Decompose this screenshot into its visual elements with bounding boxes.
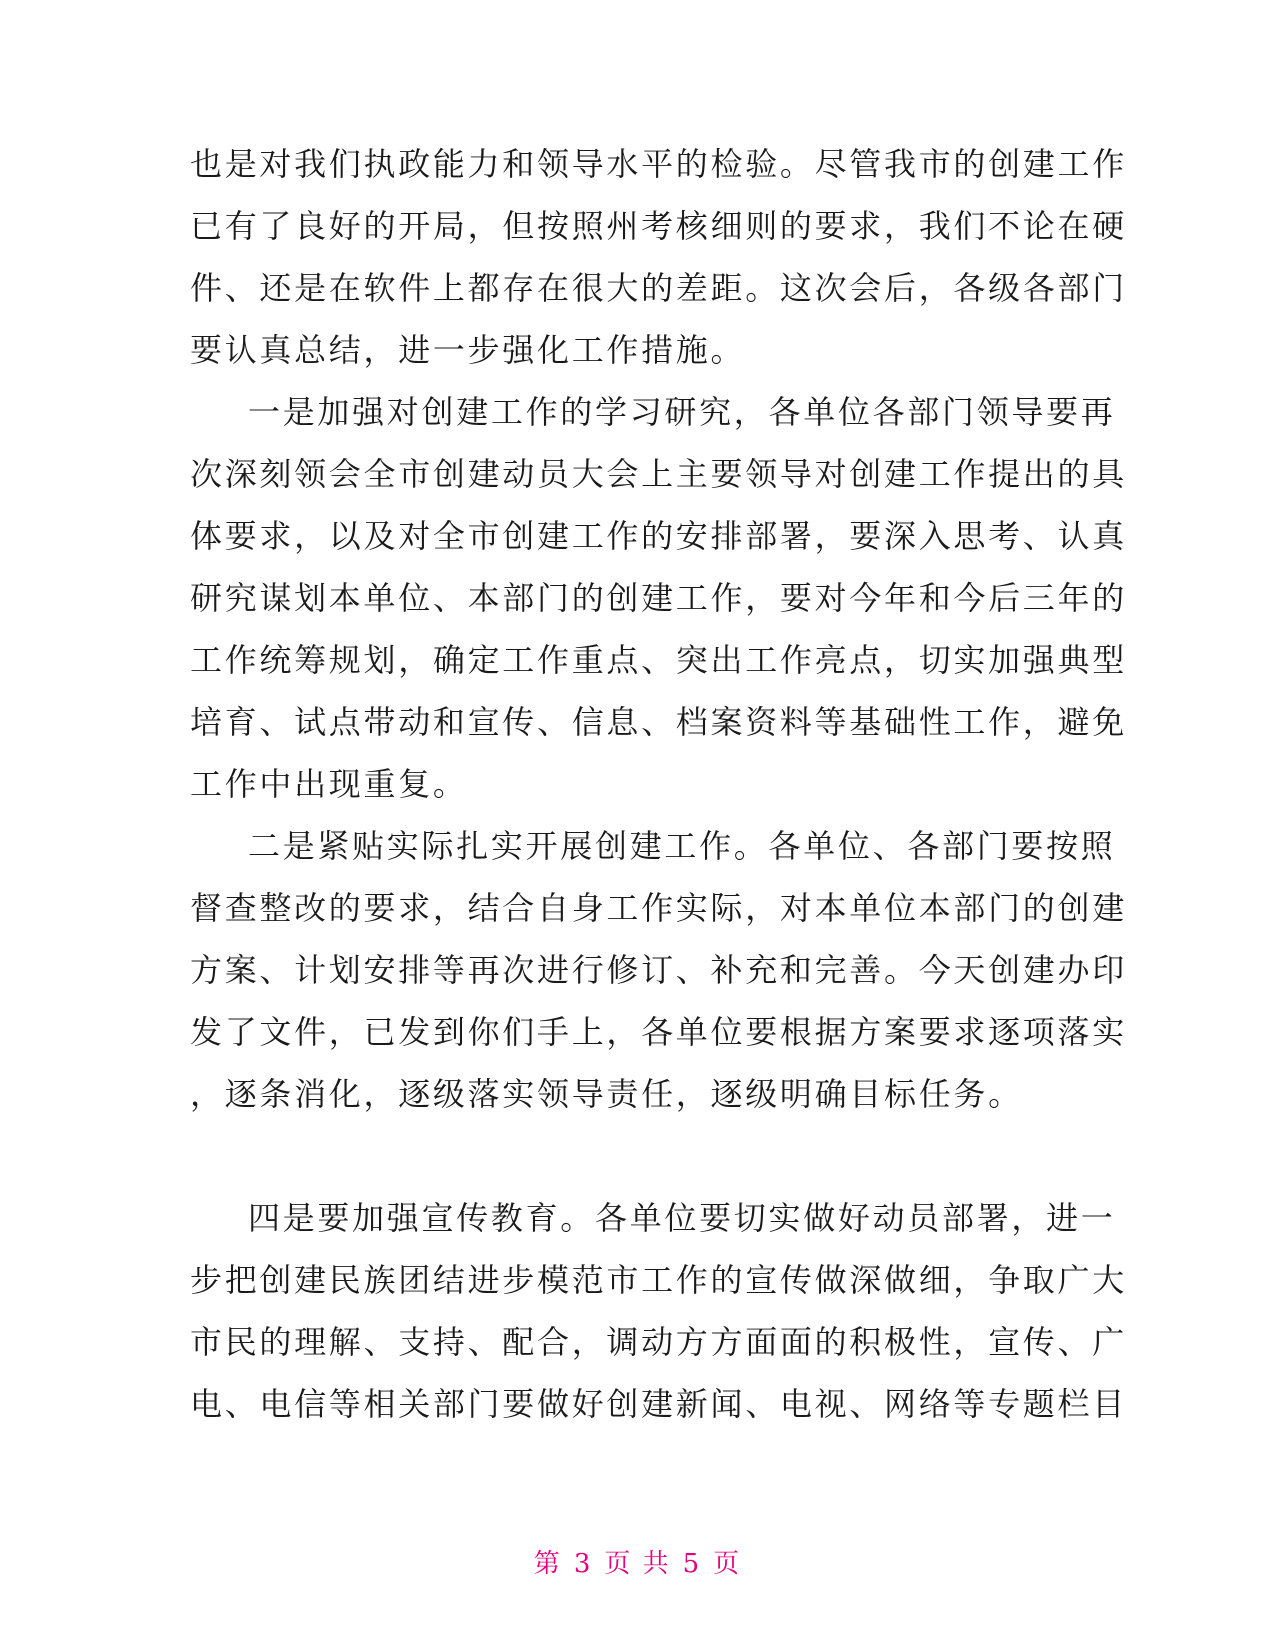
page-prefix: 第 [533,1549,562,1579]
text-line: 培育、试点带动和宣传、信息、档案资料等基础性工作，避免 [190,703,1127,741]
page-number: 3 [573,1549,593,1579]
text-line: 工作中出现重复。 [190,765,468,803]
page-mid: 页 共 [604,1549,671,1579]
text-line: 督查整改的要求，结合自身工作实际，对本单位本部门的创建 [190,889,1127,927]
text-line: 发了文件，已发到你们手上，各单位要根据方案要求逐项落实 [190,1013,1127,1051]
page-total: 5 [682,1549,702,1579]
page-footer [0,1548,1275,1580]
text-line: 方案、计划安排等再次进行修订、补充和完善。今天创建办印 [190,951,1127,989]
text-line: 工作统筹规划，确定工作重点、突出工作亮点，切实加强典型 [190,641,1127,679]
text-line: 已有了良好的开局，但按照州考核细则的要求，我们不论在硬 [190,207,1127,245]
text-line: 步把创建民族团结进步模范市工作的宣传做深做细，争取广大 [190,1261,1127,1299]
paragraph-start-line: 四是要加强宣传教育。各单位要切实做好动员部署，进一 [248,1199,1116,1237]
text-line: 要认真总结，进一步强化工作措施。 [190,331,746,369]
text-line: 也是对我们执政能力和领导水平的检验。尽管我市的创建工作 [190,145,1127,183]
page-suffix: 页 [713,1549,742,1579]
text-line: 体要求，以及对全市创建工作的安排部署，要深入思考、认真 [190,517,1127,555]
text-line: ，逐条消化，逐级落实领导责任，逐级明确目标任务。 [190,1075,1023,1113]
text-line: 电、电信等相关部门要做好创建新闻、电视、网络等专题栏目 [190,1385,1127,1423]
text-line: 件、还是在软件上都存在很大的差距。这次会后，各级各部门 [190,269,1127,307]
paragraph-start-line: 二是紧贴实际扎实开展创建工作。各单位、各部门要按照 [248,827,1116,865]
paragraph-start-line: 一是加强对创建工作的学习研究，各单位各部门领导要再 [248,393,1116,431]
text-line: 市民的理解、支持、配合，调动方方面面的积极性，宣传、广 [190,1323,1127,1361]
text-line: 研究谋划本单位、本部门的创建工作，要对今年和今后三年的 [190,579,1127,617]
text-line: 次深刻领会全市创建动员大会上主要领导对创建工作提出的具 [190,455,1127,493]
